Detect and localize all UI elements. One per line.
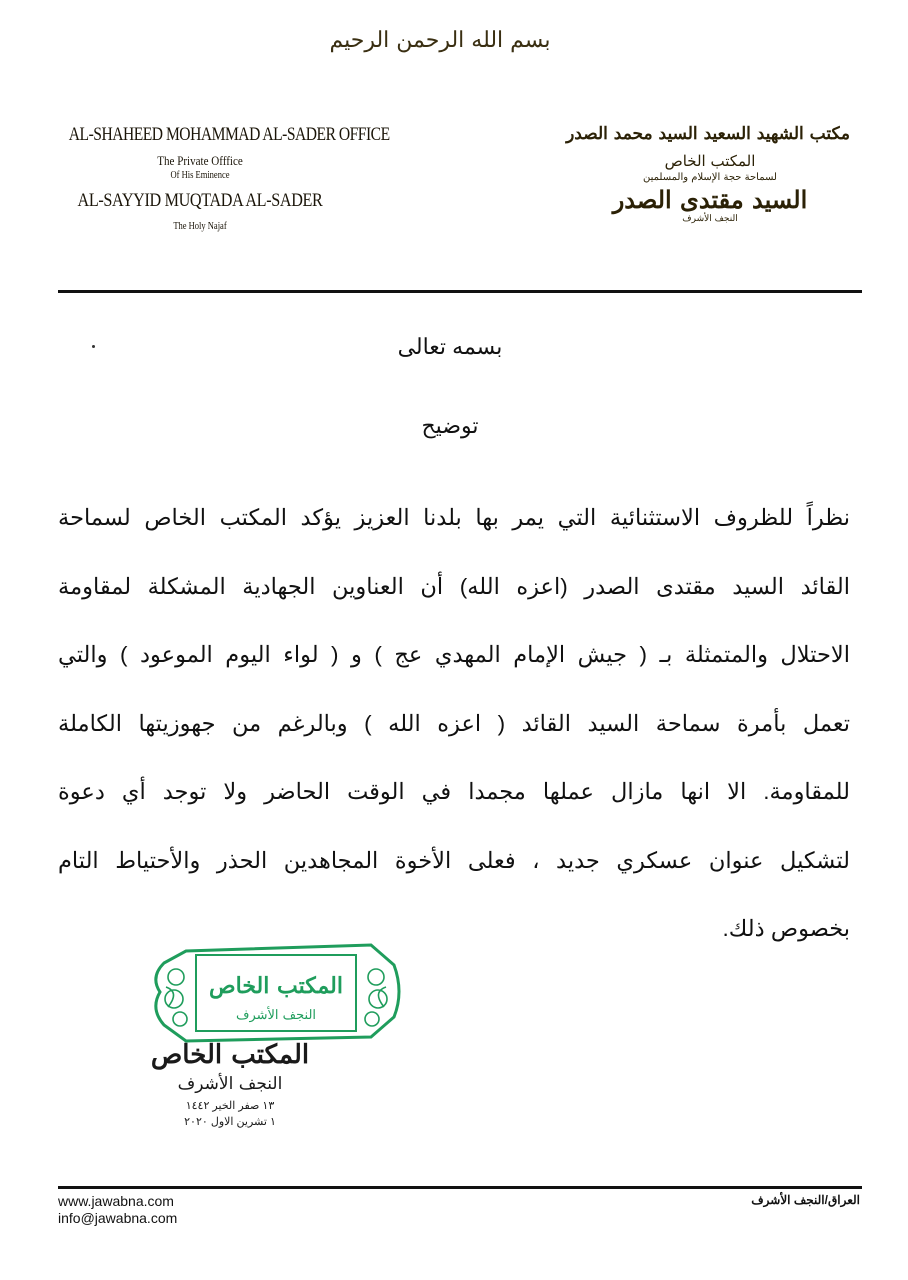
header-divider <box>58 290 862 293</box>
document-body <box>58 484 850 964</box>
letterhead-ar-location: النجف الأشرف <box>682 214 738 224</box>
footer-contact <box>58 1193 177 1227</box>
signature-block <box>150 1040 310 1130</box>
letterhead-en-line2: Of His Eminence <box>170 170 230 181</box>
stamp-ornament-left <box>165 969 187 1026</box>
letterhead-en-line1: The Private Offfice <box>157 153 243 168</box>
office-stamp <box>146 937 406 1047</box>
signature-date-hijri: ١٣ صفر الخير ١٤٤٢ <box>185 1100 275 1112</box>
body-line: تعمل بأمرة سماحة السيد القائد ( اعزه الله ) وبالرغم من جهوزيتها الكاملة <box>58 710 850 736</box>
footer-website-link[interactable]: www.jawabna.com <box>58 1193 174 1209</box>
signature-office: المكتب الخاص <box>150 1040 310 1070</box>
body-line: نظراً للظروف الاستثنائية التي يمر بها بلدنا العزيز يؤكد المكتب الخاص لسماحة <box>58 505 850 530</box>
document-opening: بسمه تعالى <box>397 334 503 359</box>
document-title: توضيح <box>421 413 479 438</box>
body-line: القائد السيد مقتدى الصدر (اعزه الله) أن العناوين الجهادية المشكلة لمقاومة <box>58 573 850 599</box>
footer-address: العراق/النجف الأشرف <box>751 1193 860 1207</box>
stamp-text-office: المكتب الخاص <box>209 973 343 999</box>
body-line: للمقاومة. الا انها مازال عملها مجمدا في الوقت الحاضر ولا توجد أي دعوة <box>58 779 850 804</box>
footer-divider <box>58 1186 862 1189</box>
footer-email-link[interactable]: info@jawabna.com <box>58 1210 178 1226</box>
signature-city: النجف الأشرف <box>177 1074 283 1094</box>
letterhead-en-name: AL-SAYYID MUQTADA AL-SADER <box>77 190 323 211</box>
letterhead-en-location: The Holy Najaf <box>173 221 227 232</box>
letterhead-ar-name: السيد مقتدى الصدر <box>612 185 808 214</box>
body-line: الاحتلال والمتمثلة بـ ( جيش الإمام المهدي عج ) و ( لواء اليوم الموعود ) والتي <box>58 642 850 667</box>
letterhead-en-title: AL-SHAHEED MOHAMMAD AL-SADER OFFICE <box>68 124 390 145</box>
scan-speck <box>92 345 95 348</box>
letterhead-ar-line1: المكتب الخاص <box>664 152 756 170</box>
letterhead-ar-title: مكتب الشهيد السعيد السيد محمد الصدر <box>566 124 850 144</box>
basmala-header: بسم الله الرحمن الرحيم <box>329 28 551 53</box>
signature-date-gregorian: ١ تشرين الاول ٢٠٢٠ <box>184 1116 276 1128</box>
stamp-ornament-right <box>365 969 387 1026</box>
letterhead-english <box>40 124 390 232</box>
body-line: بخصوص ذلك. <box>722 916 850 941</box>
body-line: لتشكيل عنوان عسكري جديد ، فعلى الأخوة المجاهدين الحذر والأحتياط التام <box>58 847 850 873</box>
letterhead-arabic <box>566 124 850 224</box>
letterhead-ar-line2: لسماحة حجة الإسلام والمسلمين <box>643 172 777 183</box>
stamp-text-city: النجف الأشرف <box>235 1008 317 1023</box>
